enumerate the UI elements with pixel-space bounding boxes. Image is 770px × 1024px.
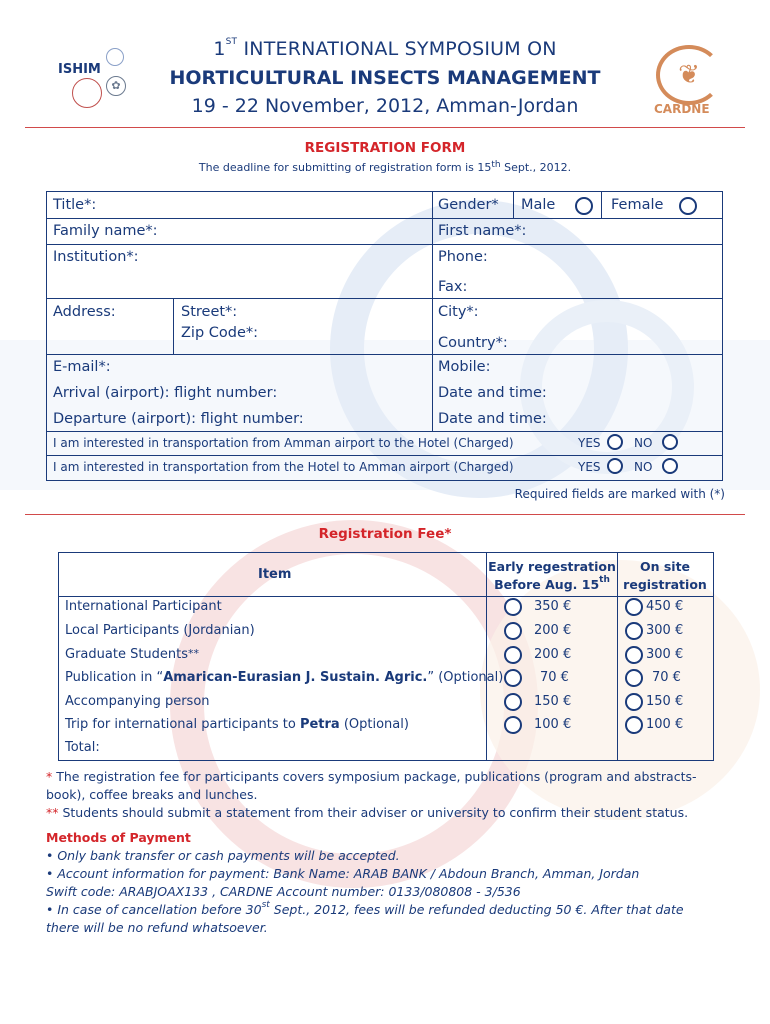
required-fields-note: Required fields are marked with (*) <box>514 487 725 501</box>
arrival-flight-field[interactable]: Arrival (airport): flight number: <box>53 385 278 401</box>
fee-row-onsite-radio[interactable] <box>625 598 643 616</box>
fee-row-item: Trip for international participants to Petra (Optional) <box>65 717 409 732</box>
fee-row-onsite-radio[interactable] <box>625 693 643 711</box>
street-field[interactable]: Street*: <box>181 304 238 320</box>
fee-row-onsite-radio[interactable] <box>625 669 643 687</box>
fee-row-onsite-price: 300 € <box>646 647 684 662</box>
departure-flight-field[interactable]: Departure (airport): flight number: <box>53 411 304 427</box>
fee-row-item: Graduate Students** <box>65 647 200 662</box>
fee-col-onsite: On site registration <box>623 559 707 592</box>
male-label: Male <box>521 197 556 213</box>
fee-row-item: Local Participants (Jordanian) <box>65 623 255 638</box>
fee-row-early-price: 100 € <box>534 717 572 732</box>
fee-row-early-radio[interactable] <box>504 669 522 687</box>
fee-row-early-price: 200 € <box>534 647 572 662</box>
fee-row-onsite-price: 450 € <box>646 599 684 614</box>
section-divider <box>25 514 745 515</box>
form-title: REGISTRATION FORM <box>304 140 466 156</box>
payment-line-5: there will be no refund whatsoever. <box>46 920 268 935</box>
fee-row-onsite-price: 100 € <box>646 717 684 732</box>
registration-fee-title: Registration Fee* <box>318 526 452 542</box>
transport-to-airport-no-label: NO <box>634 460 653 474</box>
fax-field[interactable]: Fax: <box>438 279 468 295</box>
ishim-leaf-icon: ✿ <box>106 76 126 96</box>
gender-label: Gender* <box>438 197 499 213</box>
form-column-divider <box>432 192 433 432</box>
female-radio[interactable] <box>679 197 697 215</box>
fee-row-item: International Participant <box>65 599 222 614</box>
female-label: Female <box>611 197 664 213</box>
institution-field[interactable]: Institution*: <box>53 249 139 265</box>
fee-row-onsite-radio[interactable] <box>625 646 643 664</box>
cardne-wheat-icon: ❦ <box>656 45 722 105</box>
transport-to-hotel-no-radio[interactable] <box>662 434 678 450</box>
title-field-label[interactable]: Title*: <box>53 197 97 213</box>
cardne-logo-text: CARDNE <box>654 102 710 116</box>
fee-row-early-radio[interactable] <box>504 646 522 664</box>
arrival-datetime-field[interactable]: Date and time: <box>438 385 547 401</box>
ishim-logo-text: ISHIM <box>58 62 101 77</box>
fee-row-onsite-radio[interactable] <box>625 716 643 734</box>
fee-row-onsite-radio[interactable] <box>625 622 643 640</box>
fee-row-item: Publication in “Amarican-Eurasian J. Sustain. Agric.” (Optional) <box>65 670 504 685</box>
payment-line-4: • In case of cancellation before 30st Sept., 2012, fees will be refunded deducting 50 €. After that date <box>46 900 684 917</box>
transport-to-hotel-no-label: NO <box>634 436 653 450</box>
address-label: Address: <box>53 304 116 320</box>
payment-line-2: • Account information for payment: Bank Name: ARAB BANK / Abdoun Branch, Amman, Jordan <box>46 866 640 881</box>
fee-row-item: Accompanying person <box>65 694 210 709</box>
symposium-title-line1: 1ST INTERNATIONAL SYMPOSIUM ON <box>213 37 557 60</box>
family-name-field[interactable]: Family name*: <box>53 223 158 239</box>
city-field[interactable]: City*: <box>438 304 479 320</box>
fee-row-early-radio[interactable] <box>504 622 522 640</box>
transport-to-hotel-label: I am interested in transportation from Amman airport to the Hotel (Charged) <box>53 436 514 450</box>
fee-row-early-price: 350 € <box>534 599 572 614</box>
zip-code-field[interactable]: Zip Code*: <box>181 325 259 341</box>
payment-line-1: • Only bank transfer or cash payments will be accepted. <box>46 848 400 863</box>
country-field[interactable]: Country*: <box>438 335 508 351</box>
male-radio[interactable] <box>575 197 593 215</box>
transport-to-airport-no-radio[interactable] <box>662 458 678 474</box>
transport-to-hotel-yes-label: YES <box>578 436 601 450</box>
fee-col-early: Early regestration Before Aug. 15th <box>488 559 616 592</box>
fee-total-label: Total: <box>65 740 100 755</box>
fee-row-early-price: 70 € <box>540 670 569 685</box>
payment-line-3: Swift code: ARABJOAX133 , CARDNE Account number: 0133/080808 - 3/536 <box>46 884 521 899</box>
transport-to-airport-yes-label: YES <box>578 460 601 474</box>
fee-row-early-radio[interactable] <box>504 693 522 711</box>
fee-row-onsite-price: 70 € <box>652 670 681 685</box>
fee-coverage-note: * The registration fee for participants covers symposium package, publications (program and abstracts-book), coffee breaks and lunches. <box>46 769 697 802</box>
fee-row-early-price: 150 € <box>534 694 572 709</box>
header-divider <box>25 127 745 128</box>
fee-row-early-price: 200 € <box>534 623 572 638</box>
symposium-dates: 19 - 22 November, 2012, Amman-Jordan <box>191 95 579 117</box>
payment-heading: Methods of Payment <box>46 830 191 845</box>
phone-field[interactable]: Phone: <box>438 249 488 265</box>
transport-to-airport-yes-radio[interactable] <box>607 458 623 474</box>
fee-row-early-radio[interactable] <box>504 598 522 616</box>
symposium-title-line2: HORTICULTURAL INSECTS MANAGEMENT <box>169 67 601 89</box>
first-name-field[interactable]: First name*: <box>438 223 527 239</box>
fee-row-onsite-price: 150 € <box>646 694 684 709</box>
mobile-field[interactable]: Mobile: <box>438 359 491 375</box>
deadline-note: The deadline for submitting of registration form is 15th Sept., 2012. <box>198 160 572 174</box>
transport-to-hotel-yes-radio[interactable] <box>607 434 623 450</box>
email-field[interactable]: E-mail*: <box>53 359 111 375</box>
fee-col-item: Item <box>258 567 292 582</box>
student-status-note: ** Students should submit a statement from their adviser or university to confirm their student status. <box>46 805 689 820</box>
departure-datetime-field[interactable]: Date and time: <box>438 411 547 427</box>
fee-row-early-radio[interactable] <box>504 716 522 734</box>
transport-to-airport-label: I am interested in transportation from the Hotel to Amman airport (Charged) <box>53 460 514 474</box>
fee-row-onsite-price: 300 € <box>646 623 684 638</box>
